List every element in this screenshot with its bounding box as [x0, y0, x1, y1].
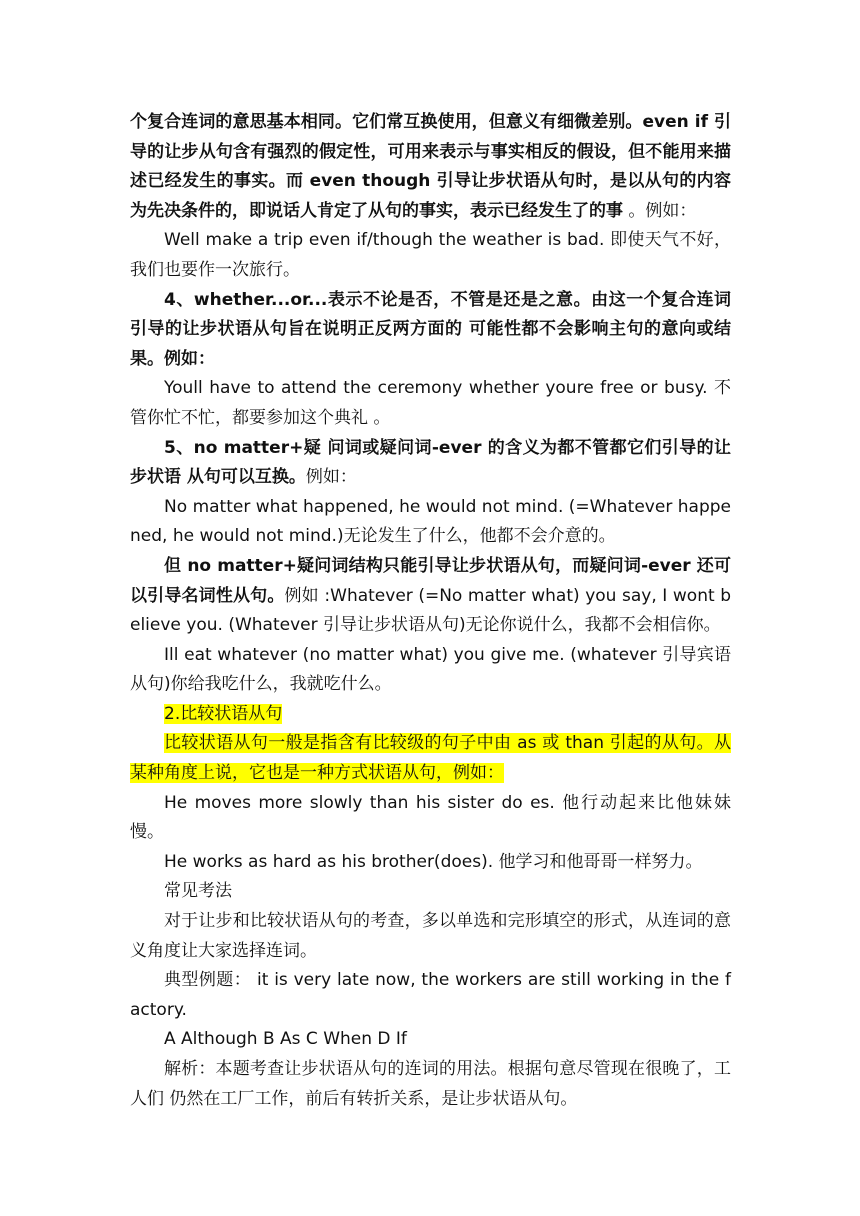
paragraph-whether-or: 4、whether...or...表示不论是否，不管是还是之意。由这一个复合连词引导的让步状语从句旨在说明正反两方面的 可能性都不会影响主句的意向或结果。例如： — [130, 289, 731, 369]
example-ceremony: Youll have to attend the ceremony whether youre free or busy. 不管你忙不忙，都要参加这个典礼 。 — [130, 378, 731, 428]
bold-text: 但 no matter+疑问词结构只能引导让步状语从句，而疑问词-ever 还可以引导名词性从句。 — [130, 555, 731, 606]
paragraph-comparison-definition — [130, 729, 731, 788]
example-whatever: Ill eat whatever (no matter what) you give me. (whatever 引导宾语从句)你给我吃什么，我就吃什么。 — [130, 644, 731, 695]
highlighted-heading: 2.比较状语从句 — [164, 703, 283, 724]
plain-text: 。例如： — [623, 200, 697, 221]
highlighted-text: 比较状语从句一般是指含有比较级的句子中由 as 或 than 引起的从句。从某种角度上说，它也是一种方式状语从句，例如： — [130, 733, 731, 784]
example-slowly: He moves more slowly than his sister do es. 他行动起来比他妹妹慢。 — [130, 792, 731, 843]
bold-text: 个复合连词的意思基本相同。它们常互换使用，但意义有细微差别。even if 引导的让步从句含有强烈的假定性，可用来表示与事实相反的假设，但不能用来描述已经发生的事实。而 even though 引导让步状语从句时，是以从句的内容为先决条件的，即说话人肯定了从句的事实，表示已经发生了的事 — [130, 112, 731, 221]
paragraph-no-matter — [130, 434, 731, 493]
paragraph-even-if-though — [130, 108, 731, 226]
analysis-paragraph: 解析：本题考查让步状语从句的连词的用法。根据句意尽管现在很晚了，工人们 仍然在工厂工作，前后有转折关系，是让步状语从句。 — [130, 1059, 731, 1109]
example-trip: Well make a trip even if/though the weather is bad. 即使天气不好，我们也要作一次旅行。 — [130, 230, 731, 280]
typical-question: 典型例题： it is very late now, the workers are still working in the factory. — [130, 970, 731, 1020]
example-hard: He works as hard as his brother(does). 他学习和他哥哥一样努力。 — [164, 851, 703, 872]
section-heading-comparison — [130, 700, 731, 730]
example-no-matter-what: No matter what happened, he would not mind. (=Whatever happened, he would not mind.)无论发生了什么，他都不会介意的。 — [130, 496, 731, 547]
plain-text: 例如 :Whatever (=No matter what) you say, I wont believe you. (Whatever 引导让步状语从句)无论你说什么，我都不会相信你。 — [130, 585, 731, 636]
paragraph-test-description: 对于让步和比较状语从句的考查，多以单选和完形填空的形式，从连词的意义角度让大家选择连词。 — [130, 911, 731, 961]
subheading-common-tests: 常见考法 — [164, 881, 232, 902]
bold-text: 5、no matter+疑 问词或疑问词-ever 的含义为都不管都它们引导的让步状语 从句可以互换。 — [130, 437, 731, 488]
plain-text: 例如： — [305, 467, 357, 488]
document-page — [130, 108, 731, 1114]
paragraph-ever-nominal — [130, 552, 731, 641]
answer-options: A Although B As C When D If — [164, 1029, 407, 1050]
